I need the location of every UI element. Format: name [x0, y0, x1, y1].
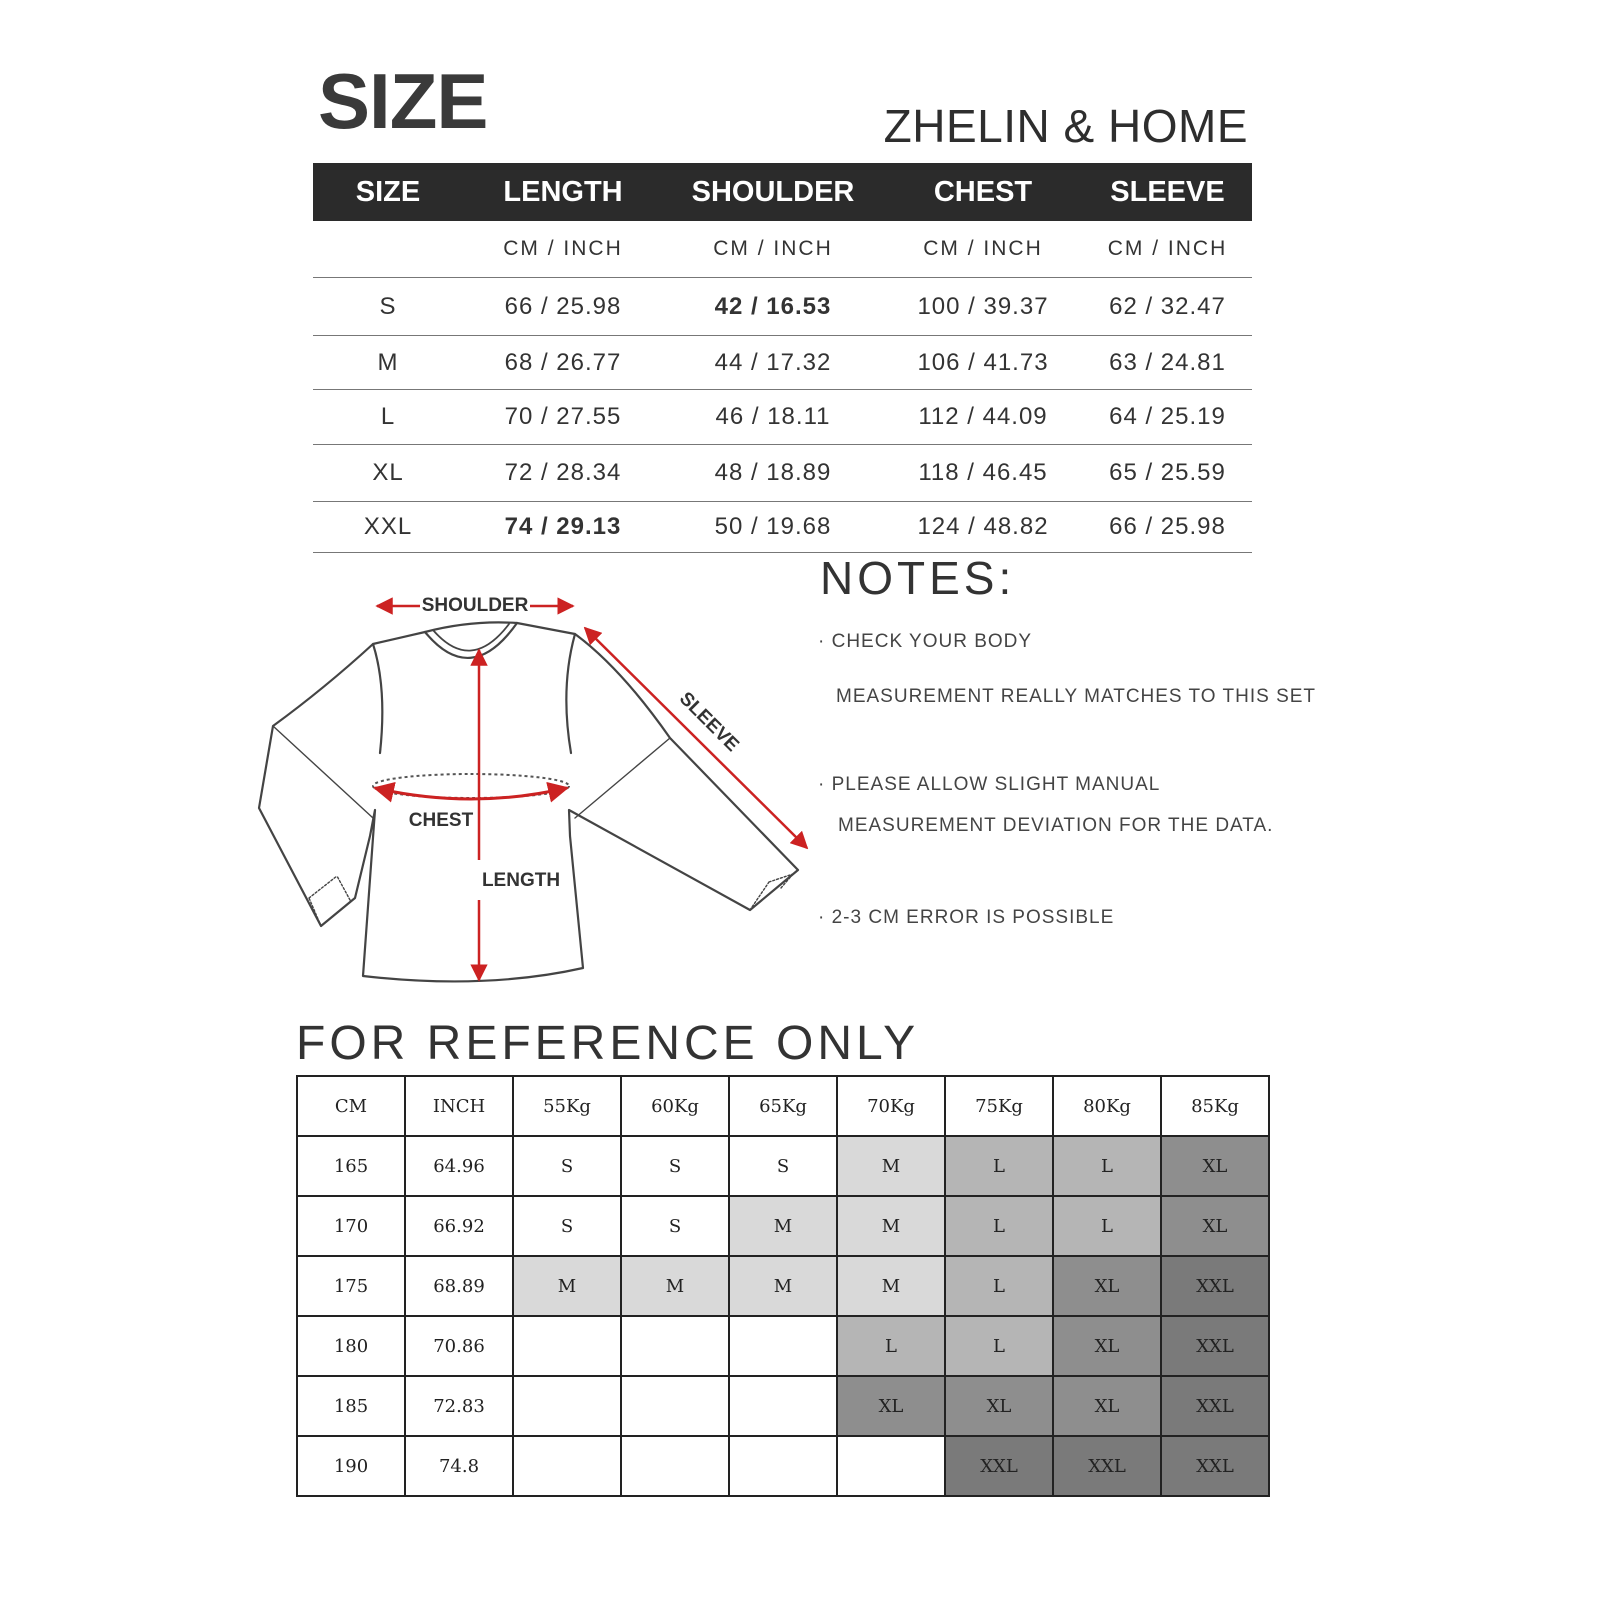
size-recommendation-cell — [729, 1376, 837, 1436]
header-weight: 65Kg — [729, 1076, 837, 1136]
header-inch: INCH — [405, 1076, 513, 1136]
size-recommendation-cell: S — [513, 1136, 621, 1196]
sleeve-cell: 66 / 25.98 — [1109, 513, 1226, 540]
table-row — [313, 502, 1252, 553]
length-cell: 66 / 25.98 — [504, 292, 622, 320]
height-inch-cell: 68.89 — [405, 1256, 513, 1316]
shoulder-cell: 48 / 18.89 — [714, 459, 832, 486]
note-line: MEASUREMENT DEVIATION FOR THE DATA. — [838, 815, 1274, 836]
sleeve-arrow — [585, 628, 807, 848]
height-cm-cell: 170 — [297, 1196, 405, 1256]
length-cell: 72 / 28.34 — [504, 459, 622, 486]
unit-length: CM / INCH — [503, 237, 623, 260]
header-shoulder: SHOULDER — [691, 175, 855, 208]
header-size: SIZE — [355, 175, 421, 208]
unit-chest: CM / INCH — [923, 237, 1043, 260]
table-row — [313, 336, 1252, 390]
note-line: · 2-3 CM ERROR IS POSSIBLE — [818, 907, 1115, 928]
reference-title: FOR REFERENCE ONLY — [296, 1017, 920, 1070]
size-recommendation-cell — [729, 1316, 837, 1376]
size-recommendation-cell: L — [945, 1256, 1053, 1316]
table-row — [297, 1136, 1269, 1196]
size-recommendation-cell: XXL — [945, 1436, 1053, 1496]
shoulder-cell: 46 / 18.11 — [715, 403, 831, 430]
sleeve-cell: 65 / 25.59 — [1109, 459, 1226, 486]
table-row — [313, 278, 1252, 336]
size-recommendation-cell — [513, 1436, 621, 1496]
shoulder-cell: 44 / 17.32 — [714, 348, 832, 376]
table-row — [313, 445, 1252, 502]
size-recommendation-cell: XXL — [1161, 1436, 1269, 1496]
size-recommendation-cell: M — [513, 1256, 621, 1316]
height-inch-cell: 64.96 — [405, 1136, 513, 1196]
size-recommendation-cell — [729, 1436, 837, 1496]
size-recommendation-cell: XL — [1161, 1196, 1269, 1256]
reference-table — [296, 1075, 1270, 1497]
notes-title: NOTES: — [820, 552, 1016, 604]
height-inch-cell: 74.8 — [405, 1436, 513, 1496]
table-row — [297, 1436, 1269, 1496]
size-cell: XL — [372, 459, 404, 486]
size-recommendation-cell: XXL — [1161, 1376, 1269, 1436]
height-cm-cell: 180 — [297, 1316, 405, 1376]
size-recommendation-cell: L — [837, 1316, 945, 1376]
header-weight: 85Kg — [1161, 1076, 1269, 1136]
size-recommendation-cell: M — [837, 1256, 945, 1316]
header-weight: 60Kg — [621, 1076, 729, 1136]
size-cell: XXL — [363, 513, 413, 540]
size-recommendation-cell: M — [621, 1256, 729, 1316]
size-table — [313, 163, 1252, 553]
height-cm-cell: 175 — [297, 1256, 405, 1316]
size-recommendation-cell: L — [945, 1316, 1053, 1376]
size-recommendation-cell: XL — [945, 1376, 1053, 1436]
note-line: MEASUREMENT REALLY MATCHES TO THIS SET — [836, 686, 1317, 707]
size-recommendation-cell — [513, 1316, 621, 1376]
size-recommendation-cell: L — [1053, 1196, 1161, 1256]
size-recommendation-cell: S — [513, 1196, 621, 1256]
note-line: · CHECK YOUR BODY — [818, 631, 1033, 652]
size-recommendation-cell — [621, 1436, 729, 1496]
table-row — [313, 390, 1252, 445]
sleeve-cell: 62 / 32.47 — [1109, 292, 1226, 320]
height-cm-cell: 190 — [297, 1436, 405, 1496]
size-recommendation-cell: XL — [837, 1376, 945, 1436]
size-cell: S — [379, 292, 397, 320]
table-row — [297, 1256, 1269, 1316]
shoulder-cell: 42 / 16.53 — [714, 292, 832, 320]
chest-cell: 124 / 48.82 — [917, 513, 1049, 540]
size-recommendation-cell — [837, 1436, 945, 1496]
height-inch-cell: 66.92 — [405, 1196, 513, 1256]
header-sleeve: SLEEVE — [1110, 175, 1225, 208]
height-inch-cell: 72.83 — [405, 1376, 513, 1436]
table-row — [297, 1376, 1269, 1436]
sleeve-cell: 63 / 24.81 — [1109, 348, 1226, 376]
size-table-units — [313, 221, 1252, 278]
header-weight: 80Kg — [1053, 1076, 1161, 1136]
size-cell: L — [380, 403, 396, 430]
header-weight: 70Kg — [837, 1076, 945, 1136]
chest-cell: 106 / 41.73 — [917, 348, 1049, 376]
length-cell: 68 / 26.77 — [504, 348, 622, 376]
header-weight: 75Kg — [945, 1076, 1053, 1136]
height-cm-cell: 185 — [297, 1376, 405, 1436]
reference-header-row — [297, 1076, 1269, 1136]
note-line: · PLEASE ALLOW SLIGHT MANUAL — [818, 774, 1161, 795]
size-recommendation-cell: S — [621, 1136, 729, 1196]
size-recommendation-cell: M — [837, 1196, 945, 1256]
garment-diagram — [245, 578, 820, 1008]
chest-cell: 118 / 46.45 — [918, 459, 1048, 486]
size-table-header — [313, 163, 1252, 221]
height-cm-cell: 165 — [297, 1136, 405, 1196]
size-recommendation-cell: XL — [1053, 1316, 1161, 1376]
shirt-outline — [259, 622, 798, 981]
shoulder-label: SHOULDER — [421, 595, 529, 616]
size-recommendation-cell: XL — [1053, 1376, 1161, 1436]
size-recommendation-cell: M — [729, 1196, 837, 1256]
size-recommendation-cell — [621, 1316, 729, 1376]
size-recommendation-cell: XL — [1053, 1256, 1161, 1316]
size-recommendation-cell: XXL — [1053, 1436, 1161, 1496]
chest-cell: 100 / 39.37 — [917, 292, 1049, 320]
size-recommendation-cell: M — [837, 1136, 945, 1196]
size-cell: M — [377, 348, 399, 376]
unit-shoulder: CM / INCH — [713, 237, 833, 260]
chest-arrow — [375, 788, 567, 799]
size-recommendation-cell — [513, 1376, 621, 1436]
sleeve-cell: 64 / 25.19 — [1109, 403, 1226, 430]
size-recommendation-cell — [621, 1376, 729, 1436]
size-recommendation-cell: M — [729, 1256, 837, 1316]
table-row — [297, 1316, 1269, 1376]
size-recommendation-cell: XXL — [1161, 1316, 1269, 1376]
size-recommendation-cell: S — [729, 1136, 837, 1196]
chest-label: CHEST — [408, 810, 474, 831]
height-inch-cell: 70.86 — [405, 1316, 513, 1376]
page-title: SIZE — [318, 57, 488, 145]
size-recommendation-cell: L — [945, 1136, 1053, 1196]
length-cell: 74 / 29.13 — [504, 513, 622, 540]
header-weight: 55Kg — [513, 1076, 621, 1136]
header-length: LENGTH — [503, 175, 623, 208]
length-label: LENGTH — [481, 870, 561, 891]
table-row — [297, 1196, 1269, 1256]
unit-sleeve: CM / INCH — [1107, 237, 1228, 260]
size-recommendation-cell: XXL — [1161, 1256, 1269, 1316]
header-cm: CM — [297, 1076, 405, 1136]
shoulder-cell: 50 / 19.68 — [714, 513, 832, 540]
length-cell: 70 / 27.55 — [504, 403, 622, 430]
size-recommendation-cell: XL — [1161, 1136, 1269, 1196]
header-chest: CHEST — [933, 175, 1033, 208]
brand-name: ZHELIN & HOME — [883, 100, 1248, 152]
size-recommendation-cell: L — [945, 1196, 1053, 1256]
chest-cell: 112 / 44.09 — [918, 403, 1048, 430]
sleeve-label: SLEEVE — [674, 688, 743, 757]
size-recommendation-cell: S — [621, 1196, 729, 1256]
size-recommendation-cell: L — [1053, 1136, 1161, 1196]
